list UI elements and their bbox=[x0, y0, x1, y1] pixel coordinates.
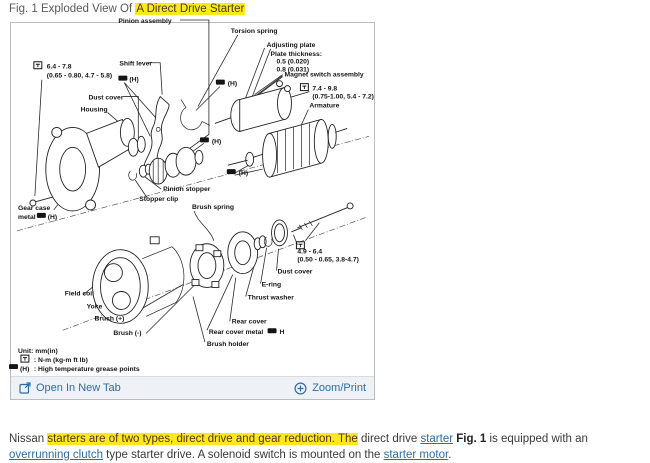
diagram-label: (H) bbox=[19, 366, 30, 374]
diagram-label: Magnet switch assembly bbox=[284, 71, 364, 79]
torque-icon bbox=[296, 242, 304, 249]
diagram-label: (H) bbox=[129, 76, 139, 84]
diagram-label: Housing bbox=[80, 106, 108, 114]
grease-icon bbox=[200, 137, 209, 142]
diagram-label: Plate thickness: bbox=[270, 50, 322, 58]
diagram-label: H bbox=[279, 329, 285, 337]
diagram-label: Torsion spring bbox=[230, 27, 278, 35]
diagram-label: 4.9 - 6.4 bbox=[297, 248, 323, 256]
grease-icon bbox=[216, 80, 225, 85]
diagram-label: Shift lever bbox=[119, 60, 153, 68]
diagram-label: : High temperature grease points bbox=[33, 366, 140, 374]
starter-motor-link[interactable]: starter motor bbox=[383, 448, 449, 461]
diagram-label: : N-m (kg-m ft lb) bbox=[33, 357, 88, 365]
diagram-label: (0.75-1.00, 5.4 - 7.2) bbox=[312, 93, 374, 101]
diagram-label: Gear case bbox=[17, 204, 51, 212]
fig-1-reference: Fig. 1 bbox=[453, 432, 490, 445]
diagram-label: 0.8 (0.031) bbox=[276, 66, 310, 74]
diagram-label: E-ring bbox=[261, 281, 282, 289]
diagram-label: Unit: mm(in) bbox=[17, 348, 58, 356]
diagram-label: (H) bbox=[238, 170, 249, 178]
torque-icon bbox=[34, 62, 42, 69]
part-dust-cover-front bbox=[128, 136, 145, 156]
paragraph-text: direct drive bbox=[357, 432, 421, 445]
paragraph-highlight: starters are of two types, direct drive and gear reduction. The bbox=[47, 432, 358, 445]
torque-icon bbox=[300, 84, 308, 91]
figure-container bbox=[10, 17, 375, 400]
exploded-diagram bbox=[11, 17, 374, 376]
starter-link[interactable]: starter bbox=[420, 432, 454, 445]
diagram-label: (H) bbox=[211, 138, 222, 146]
part-torsion-spring bbox=[181, 100, 210, 130]
diagram-label: Rear cover metal bbox=[208, 329, 264, 337]
figure-caption bbox=[9, 3, 245, 15]
open-in-new-tab-icon bbox=[19, 382, 31, 394]
part-brush-holder-plate bbox=[190, 244, 224, 288]
diagram-label: Dust cover bbox=[88, 94, 124, 102]
paragraph-text: type starter drive. A solenoid switch is mounted on the bbox=[102, 448, 384, 461]
part-stopper-clip bbox=[129, 171, 137, 180]
part-yoke-field-coil bbox=[93, 237, 184, 324]
grease-icon bbox=[227, 169, 236, 174]
diagram-label: (0.65 - 0.80, 4.7 - 5.8) bbox=[46, 72, 113, 80]
part-dust-cover-rear bbox=[272, 220, 288, 246]
torque-icon bbox=[21, 355, 29, 362]
diagram-label: 0.5 (0.020) bbox=[276, 58, 310, 66]
paragraph-text: . bbox=[448, 448, 452, 461]
diagram-label: Field coil bbox=[64, 290, 94, 298]
paragraph-text: Nissan bbox=[9, 432, 48, 445]
diagram-label: (H) bbox=[47, 213, 58, 221]
diagram-label: metal bbox=[17, 213, 36, 221]
diagram-label: Rear cover bbox=[231, 318, 267, 326]
grease-icon bbox=[9, 364, 18, 369]
diagram-label: Pinion stopper bbox=[163, 186, 211, 194]
diagram-label: Brush holder bbox=[206, 341, 249, 349]
diagram-label: (0.50 - 0.65, 3.8-4.7) bbox=[297, 256, 359, 264]
grease-icon bbox=[37, 213, 46, 218]
diagram-label: Dust cover bbox=[277, 268, 313, 276]
figure-caption-text: Fig. 1 Exploded View Of bbox=[9, 3, 136, 15]
diagram-label: Adjusting plate bbox=[266, 41, 316, 49]
description-paragraph bbox=[9, 431, 643, 463]
open-in-new-tab-link[interactable] bbox=[19, 382, 121, 394]
overrunning-clutch-link[interactable]: overrunning clutch bbox=[9, 448, 103, 461]
zoom-print-link[interactable] bbox=[294, 382, 366, 395]
diagram-label: Stopper clip bbox=[139, 195, 179, 203]
diagram-label: Armature bbox=[309, 102, 340, 110]
diagram-label: Yoke bbox=[86, 303, 103, 311]
zoom-plus-icon bbox=[294, 382, 307, 395]
diagram-label: Brush (-) bbox=[113, 330, 142, 338]
figure-toolbar bbox=[11, 376, 374, 399]
part-through-bolt bbox=[291, 203, 353, 232]
paragraph-text: is equipped with an bbox=[489, 432, 588, 445]
part-gear-case-housing bbox=[46, 118, 135, 210]
diagram-label: (H) bbox=[227, 80, 238, 88]
diagram-label: Pinion assembly bbox=[118, 17, 172, 25]
open-in-new-tab-label: Open In New Tab bbox=[36, 382, 121, 394]
diagram-label: Thrust washer bbox=[247, 294, 294, 302]
part-magnet-switch bbox=[215, 81, 292, 132]
diagram-label: Brush spring bbox=[191, 203, 235, 211]
figure-caption-highlight: A Direct Drive Starter bbox=[136, 3, 245, 15]
grease-icon bbox=[268, 328, 277, 333]
diagram-label: Brush (+) bbox=[94, 315, 125, 323]
diagram-label: 7.4 - 9.8 bbox=[312, 85, 338, 93]
grease-icon bbox=[118, 76, 127, 81]
zoom-print-label: Zoom/Print bbox=[312, 382, 366, 394]
diagram-label: 6.4 - 7.8 bbox=[46, 63, 72, 71]
part-rear-cover bbox=[228, 232, 258, 274]
